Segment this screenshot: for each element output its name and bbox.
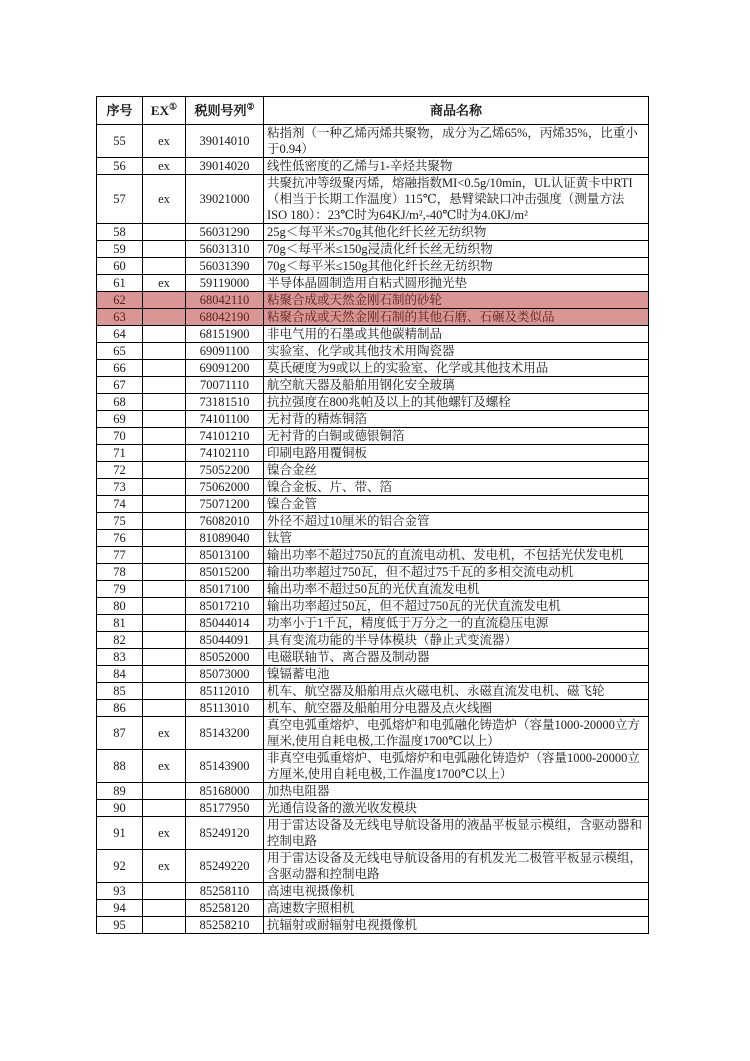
table-row xyxy=(97,445,649,462)
cell-ex xyxy=(143,479,186,496)
cell-name: 实验室、化学或其他技术用陶瓷器 xyxy=(264,343,649,360)
cell-ex xyxy=(143,326,186,343)
table-row xyxy=(97,750,649,783)
cell-ex xyxy=(143,632,186,649)
cell-ex: ex xyxy=(143,175,186,224)
cell-name: 25g＜每平米≤70g其他化纤长丝无纺织物 xyxy=(264,224,649,241)
cell-seq: 64 xyxy=(97,326,143,343)
table-row xyxy=(97,394,649,411)
cell-code: 75071200 xyxy=(186,496,264,513)
cell-seq: 93 xyxy=(97,883,143,900)
footnote-2-marker: ② xyxy=(246,101,255,112)
cell-seq: 94 xyxy=(97,900,143,917)
cell-name: 真空电弧重熔炉、电弧熔炉和电弧融化铸造炉（容量1000-20000立方厘米,使用自耗电极,工作温度1700℃以上） xyxy=(264,717,649,750)
cell-code: 85052000 xyxy=(186,649,264,666)
table-row xyxy=(97,428,649,445)
table-row xyxy=(97,850,649,883)
cell-seq: 82 xyxy=(97,632,143,649)
cell-seq: 81 xyxy=(97,615,143,632)
cell-name: 莫氏硬度为9或以上的实验室、化学或其他技术用品 xyxy=(264,360,649,377)
cell-seq: 87 xyxy=(97,717,143,750)
table-row xyxy=(97,224,649,241)
cell-name: 非真空电弧重熔炉、电弧熔炉和电弧融化铸造炉（容量1000-20000立方厘米,使用自耗电极,工作温度1700℃以上） xyxy=(264,750,649,783)
table-row xyxy=(97,411,649,428)
cell-name: 非电气用的石墨或其他碳精制品 xyxy=(264,326,649,343)
cell-seq: 75 xyxy=(97,513,143,530)
cell-code: 68042110 xyxy=(186,292,264,309)
cell-name: 高速数字照相机 xyxy=(264,900,649,917)
cell-code: 74101210 xyxy=(186,428,264,445)
cell-ex xyxy=(143,800,186,817)
cell-seq: 72 xyxy=(97,462,143,479)
cell-seq: 55 xyxy=(97,125,143,158)
col-header-name xyxy=(264,97,649,125)
cell-ex xyxy=(143,445,186,462)
cell-ex xyxy=(143,343,186,360)
cell-code: 85177950 xyxy=(186,800,264,817)
cell-ex xyxy=(143,309,186,326)
cell-name: 用于雷达设备及无线电导航设备用的液晶平板显示模组，含驱动器和控制电路 xyxy=(264,817,649,850)
cell-ex xyxy=(143,411,186,428)
table-row xyxy=(97,666,649,683)
cell-ex xyxy=(143,530,186,547)
table-row xyxy=(97,175,649,224)
table-row xyxy=(97,817,649,850)
cell-code: 85168000 xyxy=(186,783,264,800)
cell-seq: 90 xyxy=(97,800,143,817)
cell-seq: 65 xyxy=(97,343,143,360)
cell-seq: 95 xyxy=(97,917,143,934)
cell-code: 81089040 xyxy=(186,530,264,547)
cell-ex xyxy=(143,428,186,445)
cell-name: 共聚抗冲等级聚丙烯，熔融指数MI<0.5g/10min，UL认证黄卡中RTI（相当于长期工作温度）115℃，悬臂梁缺口冲击强度（测量方法ISO 180）：23℃时为64KJ/m²,-40℃时为4.0KJ/m² xyxy=(264,175,649,224)
cell-name: 输出功率不超过750瓦的直流电动机、发电机，不包括光伏发电机 xyxy=(264,547,649,564)
cell-seq: 60 xyxy=(97,258,143,275)
cell-seq: 83 xyxy=(97,649,143,666)
col-header-code xyxy=(186,97,264,125)
table-row xyxy=(97,564,649,581)
cell-code: 85015200 xyxy=(186,564,264,581)
cell-seq: 88 xyxy=(97,750,143,783)
cell-ex xyxy=(143,513,186,530)
cell-code: 85013100 xyxy=(186,547,264,564)
table-row xyxy=(97,683,649,700)
cell-name: 半导体晶圆制造用自粘式圆形抛光垫 xyxy=(264,275,649,292)
cell-code: 85113010 xyxy=(186,700,264,717)
cell-name: 线性低密度的乙烯与1-辛烃共聚物 xyxy=(264,158,649,175)
table-row xyxy=(97,479,649,496)
cell-name: 镍合金板、片、带、箔 xyxy=(264,479,649,496)
cell-name: 钛管 xyxy=(264,530,649,547)
cell-seq: 66 xyxy=(97,360,143,377)
cell-code: 69091200 xyxy=(186,360,264,377)
cell-name: 印刷电路用覆铜板 xyxy=(264,445,649,462)
cell-code: 85143900 xyxy=(186,750,264,783)
cell-ex xyxy=(143,360,186,377)
cell-name: 输出功率超过750瓦，但不超过75千瓦的多相交流电动机 xyxy=(264,564,649,581)
cell-ex xyxy=(143,649,186,666)
cell-ex xyxy=(143,258,186,275)
col-header-seq xyxy=(97,97,143,125)
cell-name: 抗辐射或耐辐射电视摄像机 xyxy=(264,917,649,934)
cell-code: 85044091 xyxy=(186,632,264,649)
cell-seq: 76 xyxy=(97,530,143,547)
cell-ex xyxy=(143,700,186,717)
cell-name: 抗拉强度在800兆帕及以上的其他螺钉及螺栓 xyxy=(264,394,649,411)
cell-name: 粘指剂（一种乙烯丙烯共聚物，成分为乙烯65%，丙烯35%，比重小于0.94） xyxy=(264,125,649,158)
col-header-ex-label: EX xyxy=(150,102,169,118)
cell-code: 76082010 xyxy=(186,513,264,530)
cell-ex xyxy=(143,462,186,479)
table-row xyxy=(97,462,649,479)
cell-seq: 69 xyxy=(97,411,143,428)
cell-ex: ex xyxy=(143,750,186,783)
cell-code: 75052200 xyxy=(186,462,264,479)
cell-seq: 92 xyxy=(97,850,143,883)
cell-code: 56031310 xyxy=(186,241,264,258)
table-header-row xyxy=(97,97,649,125)
cell-ex xyxy=(143,241,186,258)
cell-code: 56031290 xyxy=(186,224,264,241)
cell-name: 镍合金丝 xyxy=(264,462,649,479)
cell-ex xyxy=(143,615,186,632)
col-header-ex xyxy=(143,97,186,125)
cell-seq: 79 xyxy=(97,581,143,598)
cell-seq: 85 xyxy=(97,683,143,700)
cell-code: 74102110 xyxy=(186,445,264,462)
cell-seq: 74 xyxy=(97,496,143,513)
cell-code: 68151900 xyxy=(186,326,264,343)
cell-code: 68042190 xyxy=(186,309,264,326)
cell-seq: 86 xyxy=(97,700,143,717)
tariff-table xyxy=(96,96,649,934)
cell-name: 高速电视摄像机 xyxy=(264,883,649,900)
table-row xyxy=(97,900,649,917)
cell-code: 85143200 xyxy=(186,717,264,750)
cell-seq: 91 xyxy=(97,817,143,850)
table-row xyxy=(97,598,649,615)
cell-seq: 68 xyxy=(97,394,143,411)
cell-seq: 84 xyxy=(97,666,143,683)
cell-name: 加热电阻器 xyxy=(264,783,649,800)
col-header-seq-label: 序号 xyxy=(106,102,133,118)
cell-ex: ex xyxy=(143,275,186,292)
cell-code: 39014010 xyxy=(186,125,264,158)
table-row xyxy=(97,717,649,750)
table-row xyxy=(97,158,649,175)
cell-name: 无衬背的白铜或德银铜箔 xyxy=(264,428,649,445)
cell-ex: ex xyxy=(143,717,186,750)
table-row xyxy=(97,241,649,258)
cell-seq: 58 xyxy=(97,224,143,241)
cell-ex xyxy=(143,377,186,394)
cell-code: 69091100 xyxy=(186,343,264,360)
cell-name: 镍镉蓄电池 xyxy=(264,666,649,683)
cell-ex xyxy=(143,547,186,564)
table-row xyxy=(97,326,649,343)
cell-seq: 70 xyxy=(97,428,143,445)
table-header xyxy=(97,97,649,125)
cell-code: 85017210 xyxy=(186,598,264,615)
cell-name: 光通信设备的激光收发模块 xyxy=(264,800,649,817)
cell-seq: 56 xyxy=(97,158,143,175)
cell-code: 85112010 xyxy=(186,683,264,700)
cell-code: 85258210 xyxy=(186,917,264,934)
cell-seq: 78 xyxy=(97,564,143,581)
cell-seq: 67 xyxy=(97,377,143,394)
table-row xyxy=(97,800,649,817)
cell-seq: 71 xyxy=(97,445,143,462)
table-row xyxy=(97,309,649,326)
cell-ex xyxy=(143,598,186,615)
cell-ex xyxy=(143,292,186,309)
table-row xyxy=(97,258,649,275)
cell-name: 具有变流功能的半导体模块（静止式变流器） xyxy=(264,632,649,649)
table-row xyxy=(97,547,649,564)
table-row xyxy=(97,125,649,158)
cell-name: 功率小于1千瓦，精度低于万分之一的直流稳压电源 xyxy=(264,615,649,632)
table-row xyxy=(97,360,649,377)
cell-ex xyxy=(143,683,186,700)
cell-name: 70g＜每平米≤150g其他化纤长丝无纺织物 xyxy=(264,258,649,275)
table-row xyxy=(97,292,649,309)
cell-name: 电磁联轴节、离合器及制动器 xyxy=(264,649,649,666)
cell-code: 85249120 xyxy=(186,817,264,850)
cell-seq: 73 xyxy=(97,479,143,496)
cell-ex: ex xyxy=(143,817,186,850)
cell-seq: 77 xyxy=(97,547,143,564)
cell-code: 70071110 xyxy=(186,377,264,394)
cell-code: 85044014 xyxy=(186,615,264,632)
table-row xyxy=(97,343,649,360)
cell-ex xyxy=(143,564,186,581)
cell-code: 39021000 xyxy=(186,175,264,224)
cell-name: 机车、航空器及船舶用点火磁电机、永磁直流发电机、磁飞轮 xyxy=(264,683,649,700)
cell-ex: ex xyxy=(143,158,186,175)
cell-seq: 61 xyxy=(97,275,143,292)
cell-code: 73181510 xyxy=(186,394,264,411)
table-body xyxy=(97,125,649,934)
table-row xyxy=(97,377,649,394)
cell-name: 用于雷达设备及无线电导航设备用的有机发光二极管平板显示模组，含驱动器和控制电路 xyxy=(264,850,649,883)
cell-code: 85249220 xyxy=(186,850,264,883)
cell-code: 74101100 xyxy=(186,411,264,428)
table-row xyxy=(97,783,649,800)
cell-name: 粘聚合成或天然金刚石制的其他石磨、石碾及类似品 xyxy=(264,309,649,326)
cell-code: 85258120 xyxy=(186,900,264,917)
col-header-code-label: 税则号列 xyxy=(194,102,247,118)
cell-seq: 63 xyxy=(97,309,143,326)
cell-code: 85073000 xyxy=(186,666,264,683)
cell-ex xyxy=(143,883,186,900)
cell-ex xyxy=(143,496,186,513)
cell-name: 输出功率超过50瓦，但不超过750瓦的光伏直流发电机 xyxy=(264,598,649,615)
cell-code: 39014020 xyxy=(186,158,264,175)
table-row xyxy=(97,917,649,934)
cell-code: 59119000 xyxy=(186,275,264,292)
cell-name: 70g＜每平米≤150g浸渍化纤长丝无纺织物 xyxy=(264,241,649,258)
cell-ex: ex xyxy=(143,850,186,883)
cell-ex xyxy=(143,783,186,800)
cell-name: 输出功率不超过50瓦的光伏直流发电机 xyxy=(264,581,649,598)
table-row xyxy=(97,530,649,547)
cell-name: 粘聚合成或天然金刚石制的砂轮 xyxy=(264,292,649,309)
cell-code: 85258110 xyxy=(186,883,264,900)
cell-ex xyxy=(143,917,186,934)
cell-seq: 59 xyxy=(97,241,143,258)
table-row xyxy=(97,615,649,632)
cell-name: 航空航天器及船舶用钢化安全玻璃 xyxy=(264,377,649,394)
table-row xyxy=(97,513,649,530)
table-row xyxy=(97,700,649,717)
cell-code: 75062000 xyxy=(186,479,264,496)
cell-seq: 62 xyxy=(97,292,143,309)
cell-ex xyxy=(143,581,186,598)
cell-seq: 57 xyxy=(97,175,143,224)
cell-seq: 89 xyxy=(97,783,143,800)
table-row xyxy=(97,632,649,649)
cell-name: 镍合金管 xyxy=(264,496,649,513)
cell-name: 无衬背的精炼铜箔 xyxy=(264,411,649,428)
cell-seq: 80 xyxy=(97,598,143,615)
table-row xyxy=(97,496,649,513)
table-row xyxy=(97,649,649,666)
cell-ex xyxy=(143,666,186,683)
table-row xyxy=(97,275,649,292)
table-row xyxy=(97,883,649,900)
table-row xyxy=(97,581,649,598)
col-header-name-label: 商品名称 xyxy=(429,102,482,118)
cell-code: 85017100 xyxy=(186,581,264,598)
cell-ex xyxy=(143,394,186,411)
cell-ex: ex xyxy=(143,125,186,158)
footnote-1-marker: ① xyxy=(168,101,178,112)
cell-ex xyxy=(143,224,186,241)
cell-name: 机车、航空器及船舶用分电器及点火线圈 xyxy=(264,700,649,717)
cell-code: 56031390 xyxy=(186,258,264,275)
cell-name: 外径不超过10厘米的铝合金管 xyxy=(264,513,649,530)
cell-ex xyxy=(143,900,186,917)
